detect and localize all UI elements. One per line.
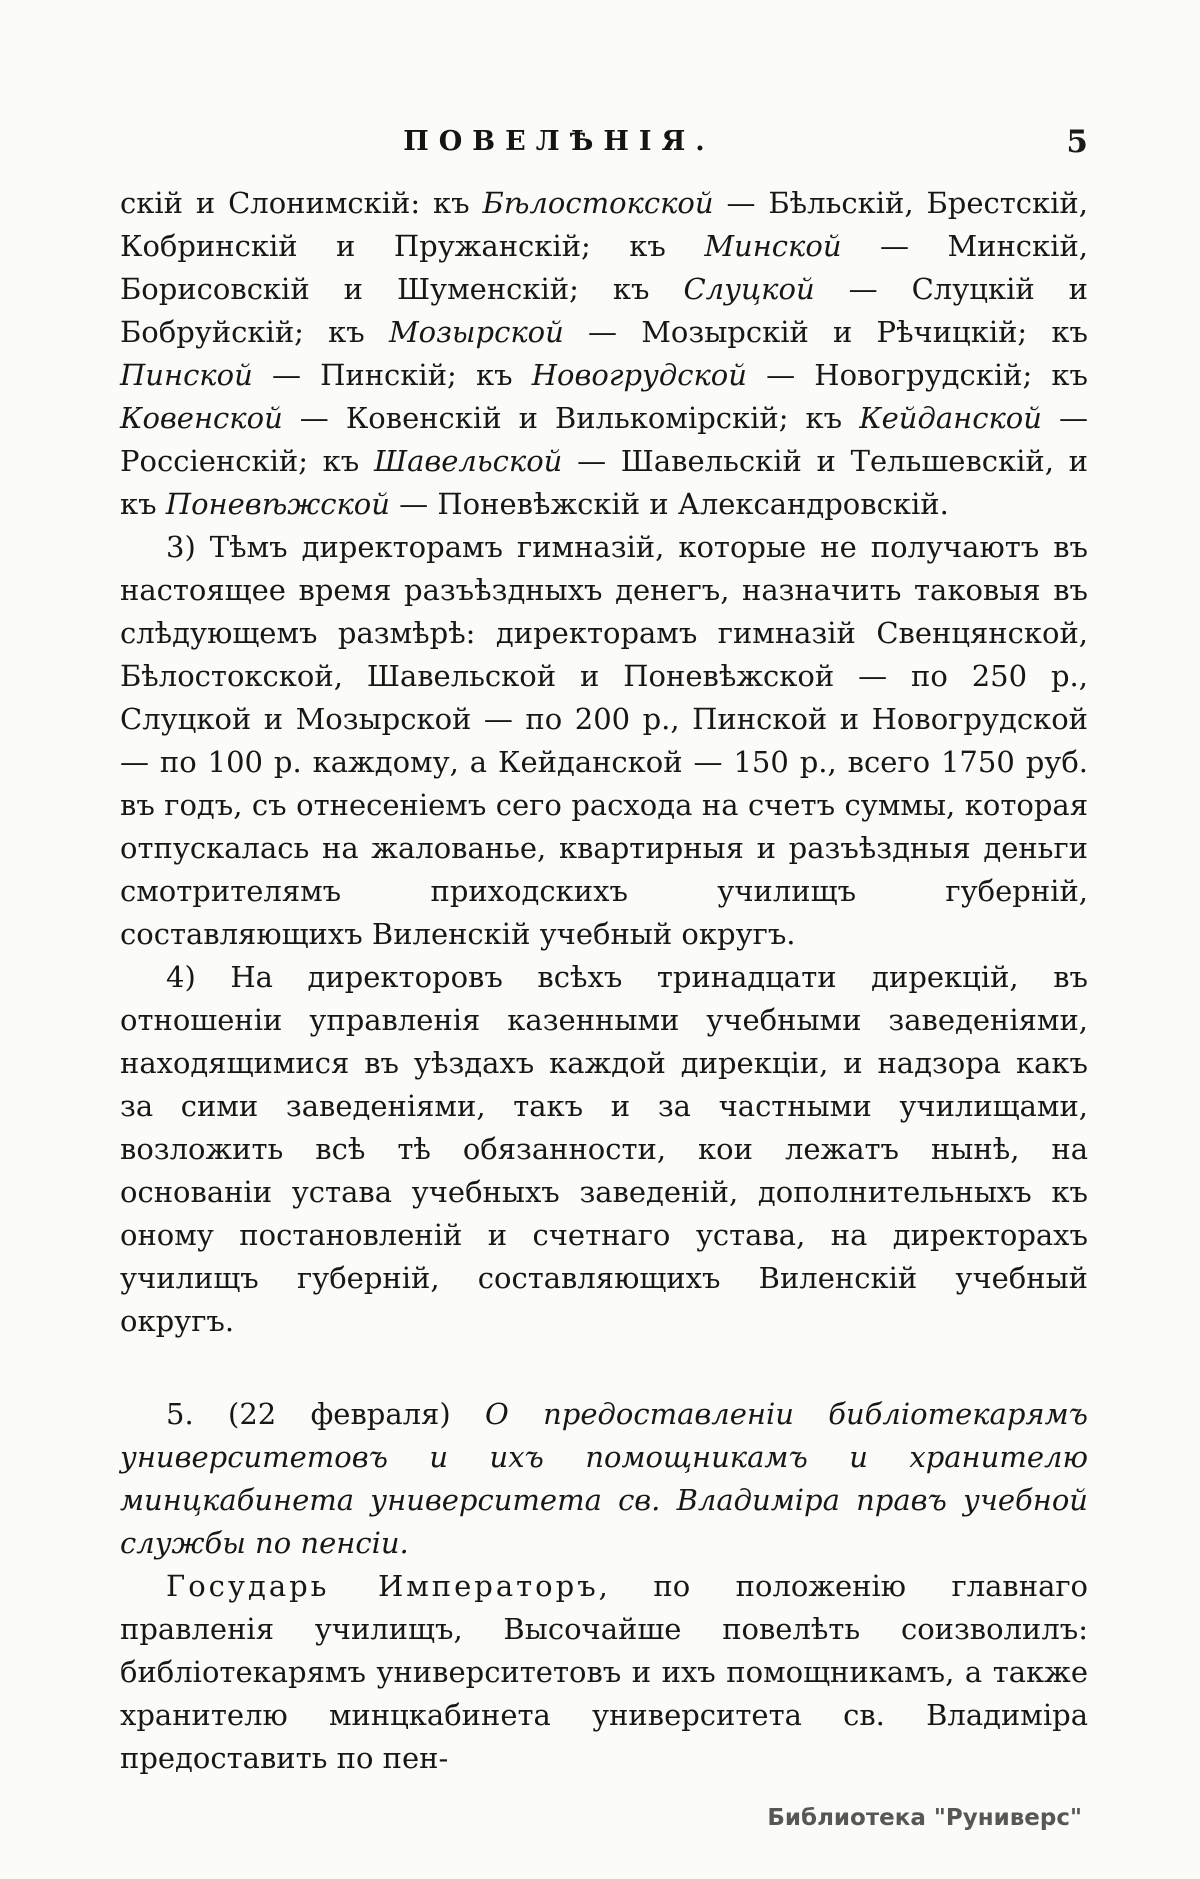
text-run: Слуцкой xyxy=(683,272,815,306)
text-run: Мозырской xyxy=(388,315,564,349)
text-run: — Бѣльскій, Брестскій, Кобринскій и Пружанскій; къ xyxy=(120,186,1088,263)
page-header-title: ПОВЕЛѢНІЯ. xyxy=(403,126,715,157)
text-run: Бѣлостокской xyxy=(482,186,714,220)
text-run: скій и Слонимскій: къ xyxy=(120,186,483,220)
text-run: 4) На директоровъ всѣхъ тринадцати дирекцій, въ отношеніи управленія казенными учебными заведеніями, находящимися въ уѣздахъ каждой дирекціи, и надзора какъ за сими заведеніями, такъ и за частными училищами, возложить всѣ тѣ обязанности, кои лежатъ нынѣ, на основаніи устава учебныхъ заведеній, дополнительныхъ къ оному постановленій и счетнаго устава, на директорахъ училищъ губерній, составляющихъ Виленскій учебный округъ. xyxy=(120,960,1088,1338)
text-run: О предоставленіи библіотекарямъ университетовъ и ихъ помощникамъ и хранителю минцкабинета университета св. Владиміра правъ учебной службы по пенсіи. xyxy=(120,1397,1088,1560)
text-run: — Мозырскій и Рѣчицкій; къ xyxy=(563,315,1088,349)
library-watermark: Библиотека "Руниверс" xyxy=(767,1805,1082,1831)
paragraph xyxy=(120,1565,1088,1780)
text-run: , по положенію главнаго правленія училищъ, Высочайше повелѣть соизволилъ: библіотекарямъ университетовъ и ихъ помощникамъ, а также хранителю минцкабинета университета св. Владиміра предоставить по пен- xyxy=(120,1569,1089,1775)
text-run: — Пинскій; къ xyxy=(252,358,532,392)
paragraph xyxy=(120,1393,1088,1565)
page-number: 5 xyxy=(1066,124,1088,160)
paragraph xyxy=(120,956,1088,1343)
page-header xyxy=(120,126,1088,166)
text-run: — Поневѣжскій и Александровскій. xyxy=(389,487,949,521)
text-run: Ковенской xyxy=(120,401,283,435)
text-run: 5. (22 февраля) xyxy=(166,1397,485,1431)
text-run: — Ковенскій и Вилькомірскій; къ xyxy=(282,401,860,435)
text-run: Кейданской xyxy=(859,401,1042,435)
text-run: Поневѣжской xyxy=(165,487,390,521)
text-run: Шавельской xyxy=(373,444,563,478)
text-run: — Новогрудскій; къ xyxy=(746,358,1089,392)
text-run: — Слуцкій и Бобруйскій; къ xyxy=(120,272,1088,349)
text-run: Пинской xyxy=(120,358,253,392)
text-run: Государь Императоръ xyxy=(166,1569,599,1603)
page-text xyxy=(120,182,1088,1780)
paragraph xyxy=(120,526,1088,956)
text-run: — Минскій, Борисовскій и Шуменскій; къ xyxy=(120,229,1088,306)
text-run: — Шавельскій и Тельшевскій, и къ xyxy=(120,444,1089,521)
text-run: Минской xyxy=(704,229,842,263)
text-run: Новогрудской xyxy=(531,358,747,392)
paragraph xyxy=(120,182,1088,526)
text-run: 3) Тѣмъ директорамъ гимназій, которые не получаютъ въ настоящее время разъѣздныхъ денегъ, назначить таковыя въ слѣдующемъ размѣрѣ: директорамъ гимназій Свенцянской, Бѣлостокской, Шавельской и Поневѣжской — по 250 р., Слуцкой и Мозырской — по 200 р., Пинской и Новогрудской — по 100 р. каждому, а Кейданской — 150 р., всего 1750 руб. въ годъ, съ отнесеніемъ сего расхода на счетъ суммы, которая отпускалась на жалованье, квартирныя и разъѣздныя деньги смотрителямъ приходскихъ училищъ губерній, составляющихъ Виленскій учебный округъ. xyxy=(120,530,1088,951)
text-run: — Россіенскій; къ xyxy=(120,401,1088,478)
